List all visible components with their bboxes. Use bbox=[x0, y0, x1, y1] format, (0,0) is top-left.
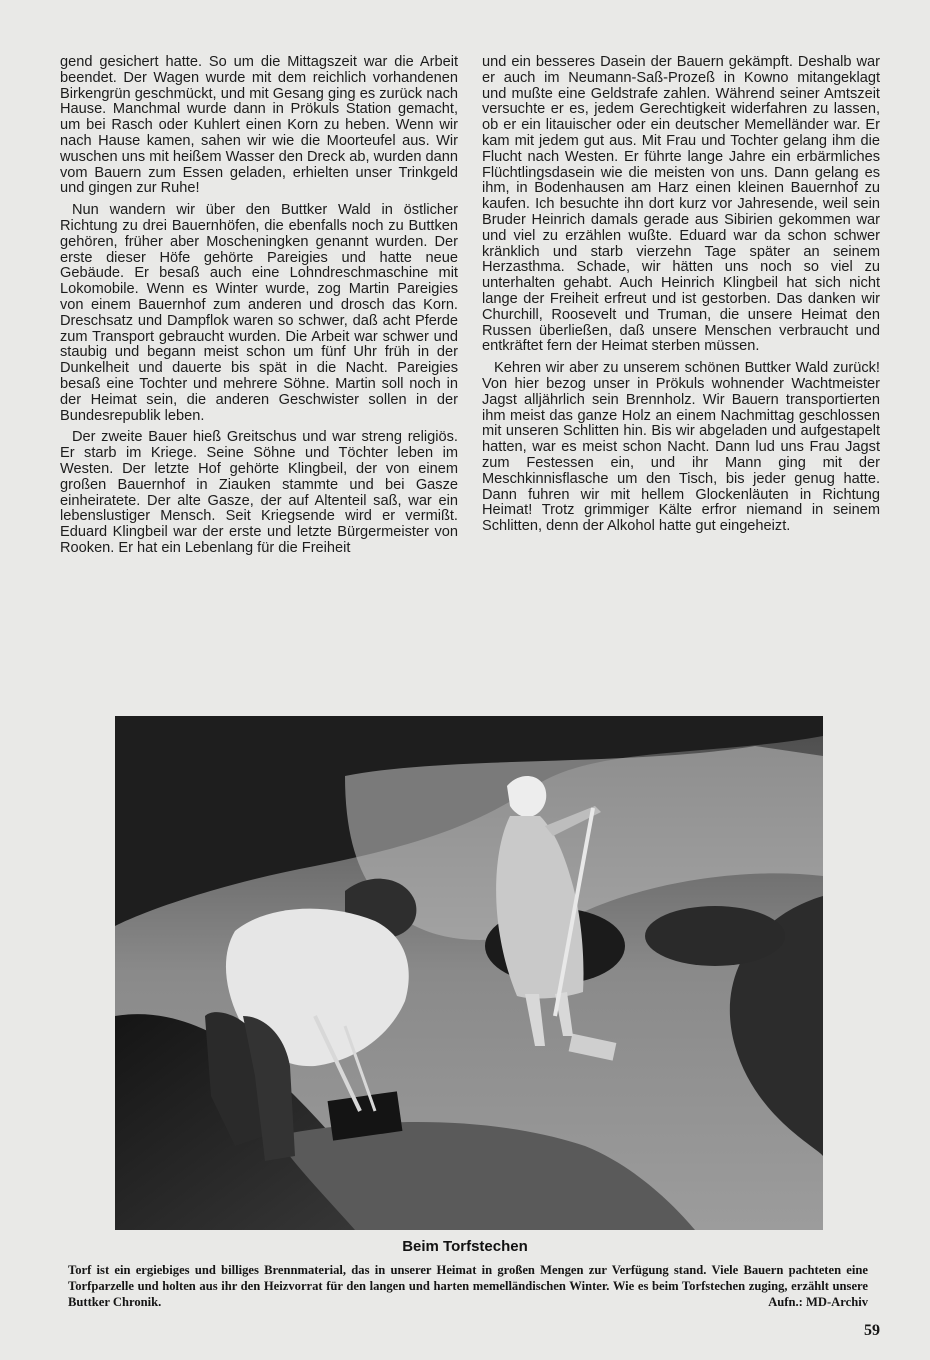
text-column-left bbox=[60, 55, 458, 557]
text-column-right bbox=[482, 55, 880, 535]
page-number: 59 bbox=[864, 1322, 880, 1339]
paragraph: gend gesichert hatte. So um die Mittagszeit war die Arbeit beendet. Der Wagen wurde mit dem reichlich vorhandenen Birkengrün geschmückt, und mit Gesang ging es zurück nach Hause. Manchmal wurde dann in Prökuls Station gemacht, um bei Rasch oder Kuhlert einen Korn zu heben. Wenn wir nach Hause kamen, sahen wir wie die Moorteufel aus. Wir wuschen uns mit heißem Wasser den Dreck ab, wurden dann vom Bauern zum Essen geladen, erhielten unser Trinkgeld und gingen zur Ruhe! bbox=[60, 54, 458, 197]
paragraph: Der zweite Bauer hieß Greitschus und war streng religiös. Er starb im Kriege. Seine Söhne und Töchter leben im Westen. Der letzte Hof gehörte Klingbeil, der von einem großen Bauernhof in Ziauken stammte und bei Gasze einheiratete. Der alte Gasze, der auf Altenteil saß, war ein lebenslustiger Mensch. Seit Kriegsende wird er vermißt. Eduard Klingbeil war der erste und letzte Bürgermeister von Rooken. Er hat ein Lebenlang für die Freiheit bbox=[60, 429, 458, 556]
peat-cutting-photo bbox=[115, 716, 823, 1230]
paragraph: Nun wandern wir über den Buttker Wald in östlicher Richtung zu drei Bauernhöfen, die ebenfalls noch zu Buttken gehören, früher aber Moscheningken genannt wurden. Der erste dieser Höfe gehörte Pareigies und hatte neue Gebäude. Er besaß auch eine Lohndreschmaschine mit Lokomobile. Wenn es Winter wurde, zog Martin Pareigies von einem Bauernhof zum anderen und drosch das Korn. Dreschsatz und Dampflok waren so schwer, daß acht Pferde zum Transport gebraucht wurden. Die Arbeit war schwer und staubig und begann meist schon um fünf Uhr früh in der Dunkelheit und dauerte bis spät in die Nacht. Pareigies besaß eine Tochter und mehrere Söhne. Martin soll noch in der Heimat sein, die anderen Geschwister sollen in der Bundesrepublik leben. bbox=[60, 202, 458, 424]
paragraph: Kehren wir aber zu unserem schönen Buttker Wald zurück! Von hier bezog unser in Prökuls wohnender Wachtmeister Jagst alljährlich sein Brennholz. Wir Bauern transportierten ihm meist das ganze Holz an einem Nachmittag geschlossen mit unseren Schlitten hin. Bis wir abgeladen und aufgestapelt hatten, war es meist schon Nacht. Dann lud uns Frau Jagst zum Festessen ein, und ihr Mann ging mit der Meschkinnisflasche um den Tisch, bis jeder genug hatte. Dann fuhren wir mit hellem Glockenläuten in Richtung Heimat! Trotz grimmiger Kälte erfror niemand in seinem Schlitten, denn der Alkohol hatte gut eingeheizt. bbox=[482, 360, 880, 535]
photo-caption bbox=[68, 1262, 868, 1310]
photo-credit: Aufn.: MD-Archiv bbox=[768, 1295, 868, 1309]
photo-title: Beim Torfstechen bbox=[402, 1238, 528, 1255]
paragraph: und ein besseres Dasein der Bauern gekämpft. Deshalb war er auch im Neumann-Saß-Prozeß in Kowno mitangeklagt und mußte eine Geldstrafe zahlen. Während seiner Amtszeit versuchte er es, jedem Gerechtigkeit widerfahren zu lassen, ob er ein litauischer oder ein deutscher Memelländer war. Er kam mit jedem gut aus. Mit Frau und Tochter gelang ihm die Flucht nach Westen. Er führte lange Jahre ein erbärmliches Flüchtlingsdasein wie die meisten von uns. Dann gelang es ihm, in Bodenhausen am Harz einen kleinen Bauernhof zu kaufen. Ich besuchte ihn dort kurz vor Jahresende, weil sein Bruder Heinrich damals gerade aus Sibirien gekommen war und viel zu erzählen wußte. Eduard war da schon schwer kränklich und starb vierzehn Tage später an seinem Herzasthma. Schade, wir hätten uns noch so viel zu unterhalten gehabt. Auch Heinrich Klingbeil hat sich nicht lange der Freiheit erfreut und ist gestorben. Das danken wir Churchill, Roosevelt und Truman, die unsere Heimat den Russen überließen, daß unsere Menschen verbraucht und entkräftet fern der Heimat sterben müssen. bbox=[482, 54, 880, 355]
caption-body: Torf ist ein ergiebiges und billiges Brennmaterial, das in unserer Heimat in großen Mengen zur Verfügung stand. Viele Bauern pachteten eine Torfparzelle und holten aus ihr den Heizvorrat für den langen und harten memelländischen Winter. Wie es beim Torfstechen zuging, erzählt unsere Buttker Chronik. bbox=[68, 1263, 868, 1309]
